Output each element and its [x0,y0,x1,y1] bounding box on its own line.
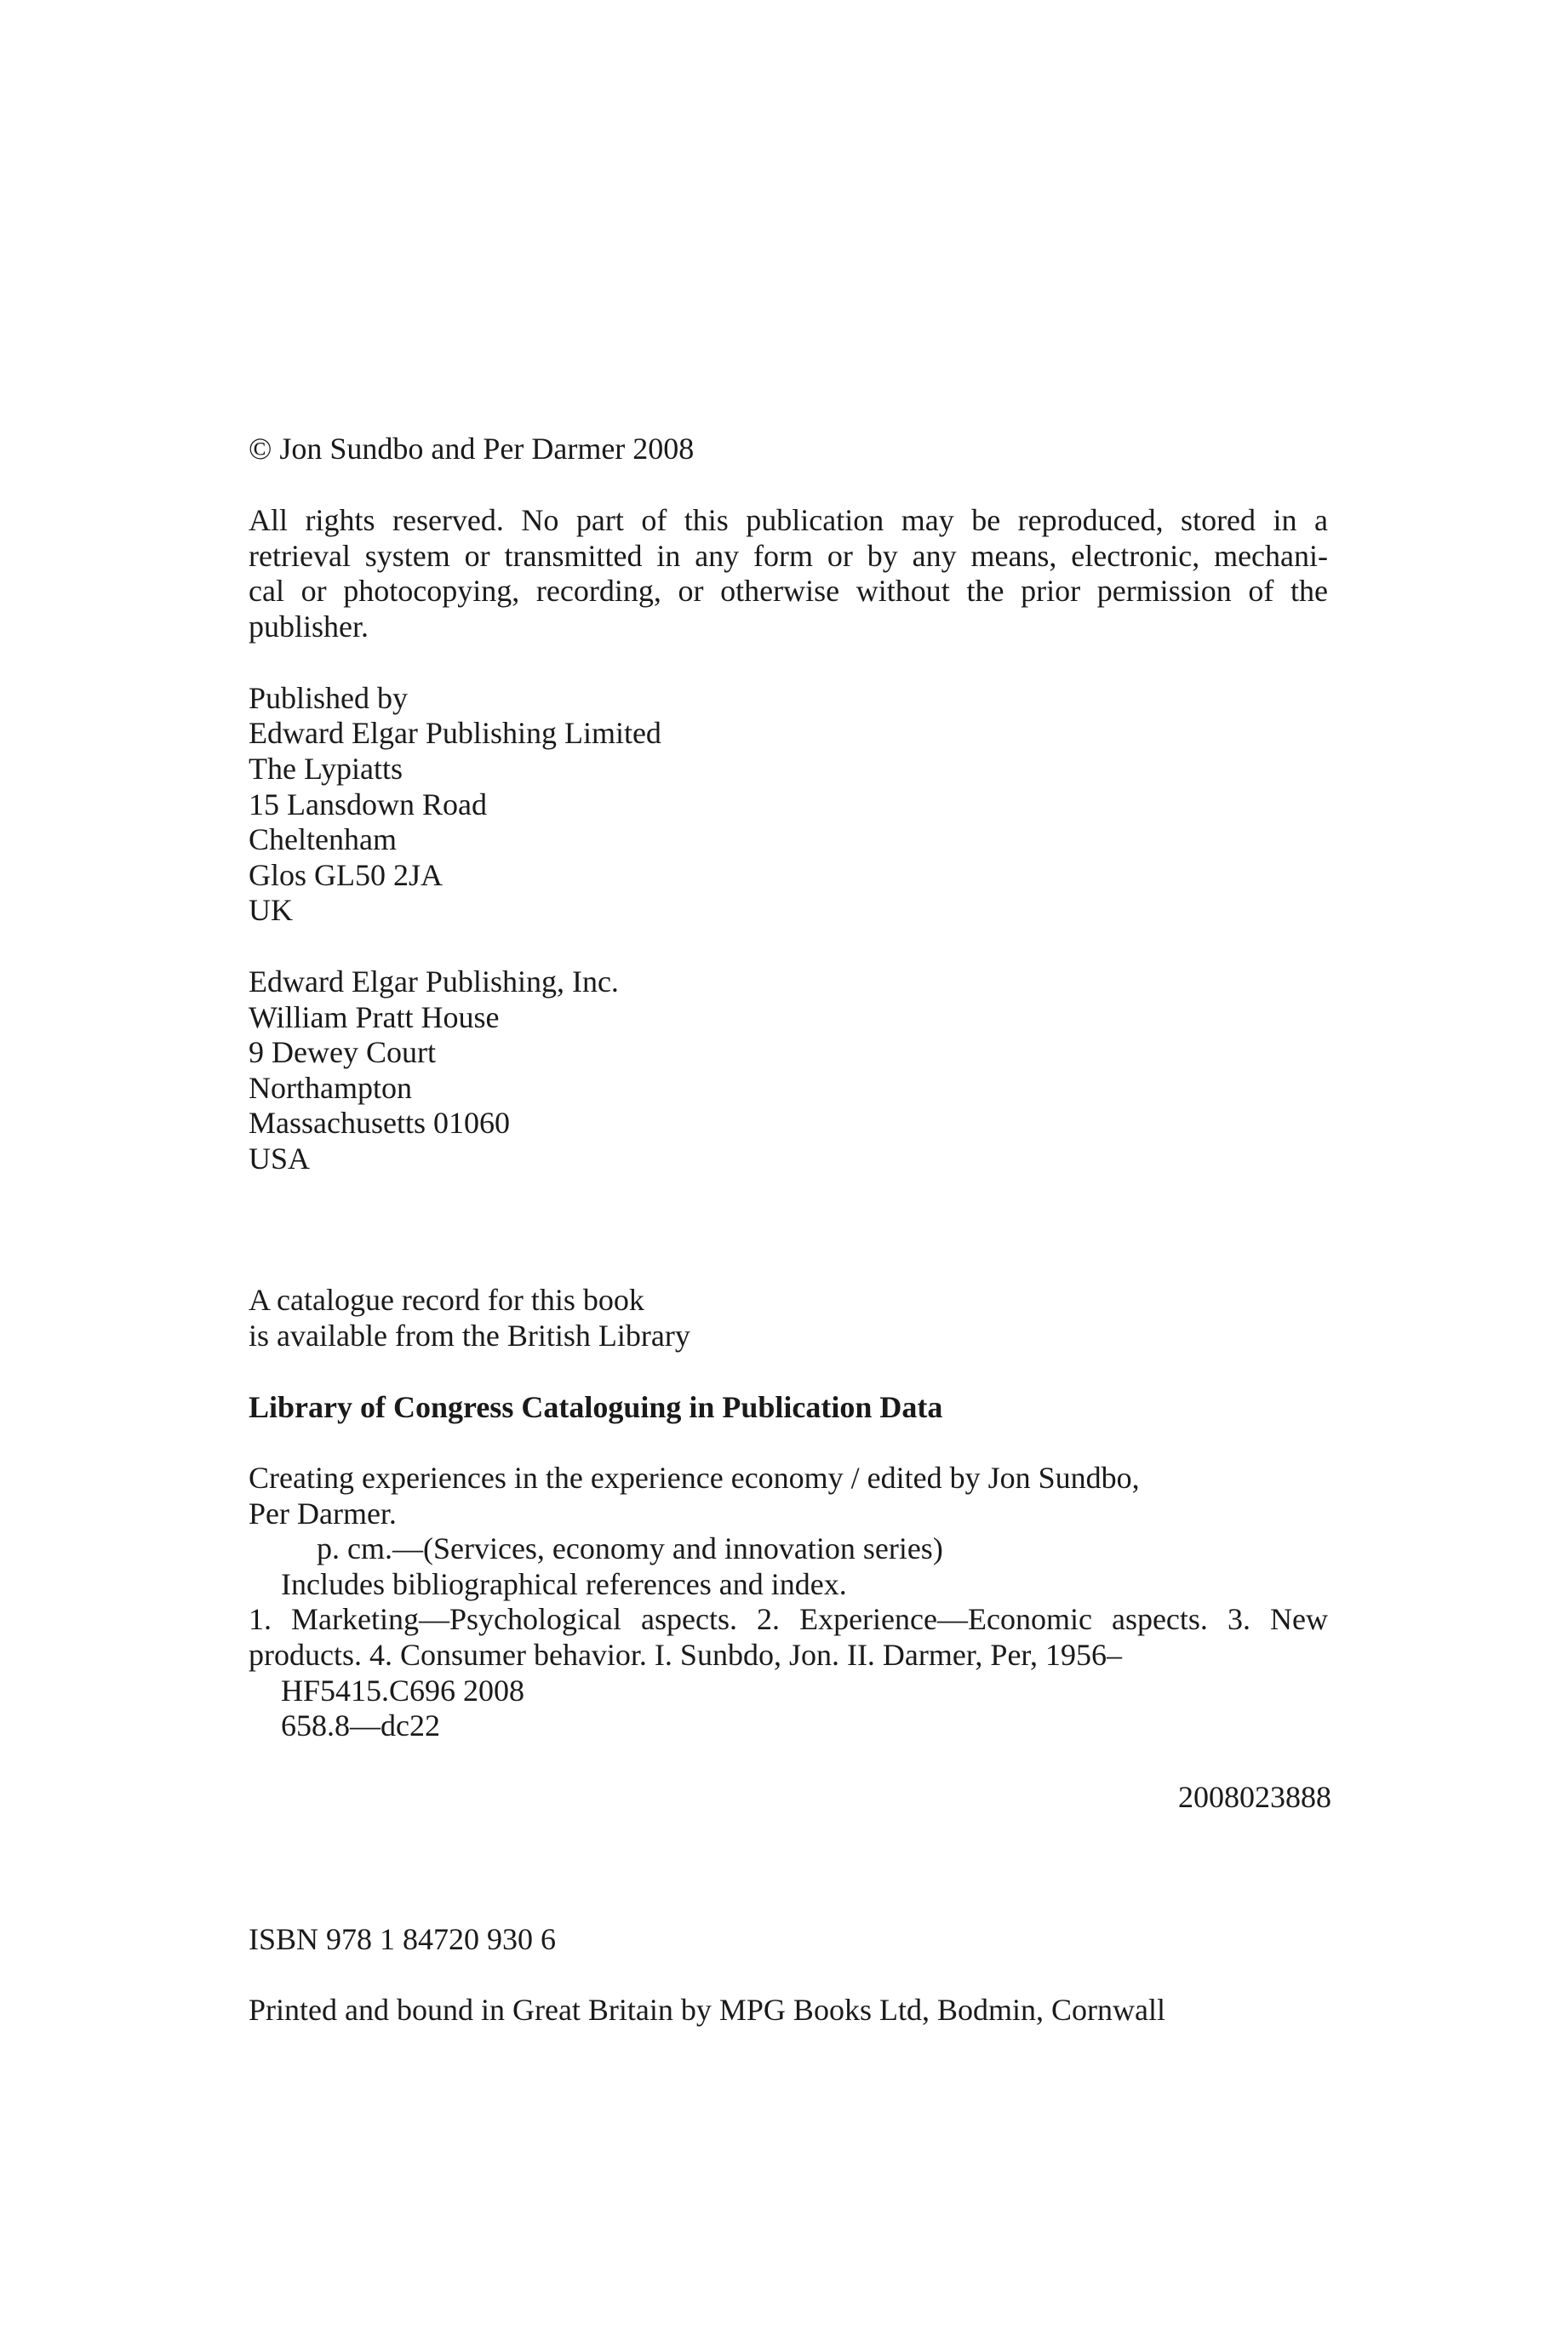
cip-subjects-line-1: 1. Marketing—Psychological aspects. 2. Experience—Economic aspects. 3. New [249,1602,1328,1636]
publisher-uk-line: Published by [249,681,409,715]
publisher-us-line: USA [249,1142,311,1176]
cip-lc-class: HF5415.C696 2008 [281,1674,525,1708]
cip-notes: Includes bibliographical references and index. [281,1567,847,1601]
rights-line-1: All rights reserved. No part of this publication may be reproduced, stored in a [249,503,1328,537]
printer-line: Printed and bound in Great Britain by MPG Books Ltd, Bodmin, Cornwall [249,1993,1165,2027]
publisher-uk-line: UK [249,893,293,927]
publisher-us-line: 9 Dewey Court [249,1035,436,1069]
publisher-uk-line: Cheltenham [249,822,397,856]
british-library-line: A catalogue record for this book [249,1283,644,1317]
cip-title-line-2: Per Darmer. [249,1496,397,1531]
publisher-us-line: Northampton [249,1071,412,1105]
rights-line-3: cal or photocopying, recording, or otherwise without the prior permission of the [249,574,1328,608]
cip-title-line-1: Creating experiences in the experience economy / edited by Jon Sundbo, [249,1461,1140,1495]
rights-line-4: publisher. [249,609,369,644]
cip-dewey: 658.8—dc22 [281,1708,440,1743]
british-library-line: is available from the British Library [249,1319,690,1353]
publisher-uk-line: The Lypiatts [249,752,403,786]
publisher-uk-line: 15 Lansdown Road [249,787,487,821]
publisher-us-line: Edward Elgar Publishing, Inc. [249,964,619,999]
publisher-uk-line: Glos GL50 2JA [249,858,444,892]
isbn: ISBN 978 1 84720 930 6 [249,1922,557,1956]
cip-pagination: p. cm.—(Services, economy and innovation series) [317,1531,943,1565]
cip-subjects-line-2: products. 4. Consumer behavior. I. Sunbdo, Jon. II. Darmer, Per, 1956– [249,1638,1122,1672]
publisher-uk-line: Edward Elgar Publishing Limited [249,716,661,750]
copyright-line: © Jon Sundbo and Per Darmer 2008 [249,432,695,466]
publisher-us-line: Massachusetts 01060 [249,1106,510,1140]
copyright-page [249,0,1338,2352]
rights-line-2: retrieval system or transmitted in any form or by any means, electronic, mechani- [249,539,1328,573]
loc-heading: Library of Congress Cataloguing in Publication Data [249,1390,943,1424]
cip-lccn: 2008023888 [1178,1780,1331,1814]
publisher-us-line: William Pratt House [249,1000,500,1034]
